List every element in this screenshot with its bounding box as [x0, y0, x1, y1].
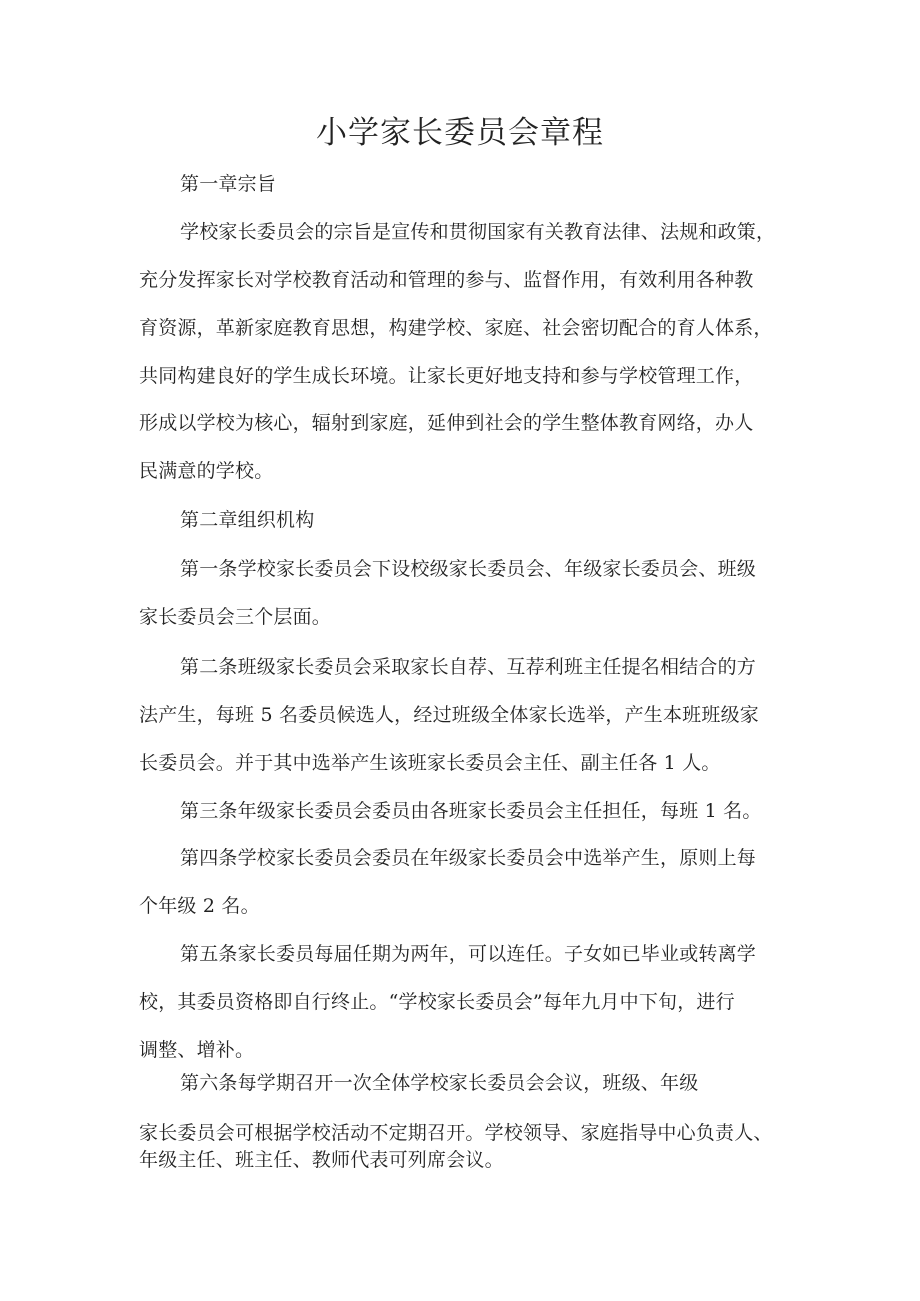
paragraph-line: 学校家长委员会的宗旨是宣传和贯彻国家有关教育法律、法规和政策， — [180, 221, 776, 243]
paragraph-line: 调整、增补。 — [139, 1039, 255, 1061]
paragraph-line: 充分发挥家长对学校教育活动和管理的参与、监督作用，有效利用各种教 — [139, 269, 754, 291]
paragraph-line: 个年级 2 名。 — [139, 895, 260, 917]
paragraph-line: 家长委员会三个层面。 — [139, 606, 332, 628]
paragraph-line: 第三条年级家长委员会委员由各班家长委员会主任担任，每班 1 名。 — [180, 800, 762, 822]
paragraph-line: 校，其委员资格即自行终止。“学校家长委员会”每年九月中下旬，进行 — [139, 991, 735, 1013]
chapter-heading-1: 第一章宗旨 — [180, 173, 277, 195]
paragraph-line: 年级主任、班主任、教师代表可列席会议。 — [139, 1149, 504, 1171]
paragraph-line: 家长委员会可根据学校活动不定期召开。学校领导、家庭指导中心负责人、 — [139, 1122, 773, 1144]
document-title: 小学家长委员会章程 — [316, 115, 604, 151]
paragraph-line: 第二条班级家长委员会采取家长自荐、互荐利班主任提名相结合的方 — [180, 656, 757, 678]
paragraph-line: 第五条家长委员每届任期为两年，可以连任。子女如已毕业或转离学 — [180, 943, 757, 965]
paragraph-line: 第四条学校家长委员会委员在年级家长委员会中选举产生，原则上每 — [180, 847, 757, 869]
chapter-heading-2: 第二章组织机构 — [180, 509, 315, 531]
paragraph-line: 育资源，革新家庭教育思想，构建学校、家庭、社会密切配合的育人体系， — [139, 317, 773, 339]
paragraph-line: 民满意的学校。 — [139, 460, 274, 482]
paragraph-line: 形成以学校为核心，辐射到家庭，延伸到社会的学生整体教育网络，办人 — [139, 412, 754, 434]
paragraph-line: 第六条每学期召开一次全体学校家长委员会会议，班级、年级 — [180, 1072, 699, 1094]
paragraph-line: 共同构建良好的学生成长环境。让家长更好地支持和参与学校管理工作， — [139, 365, 754, 387]
paragraph-line: 第一条学校家长委员会下设校级家长委员会、年级家长委员会、班级 — [180, 558, 757, 580]
paragraph-line: 法产生，每班 5 名委员候选人，经过班级全体家长选举，产生本班班级家 — [139, 704, 759, 726]
paragraph-line: 长委员会。并于其中选举产生该班家长委员会主任、副主任各 1 人。 — [139, 752, 721, 774]
